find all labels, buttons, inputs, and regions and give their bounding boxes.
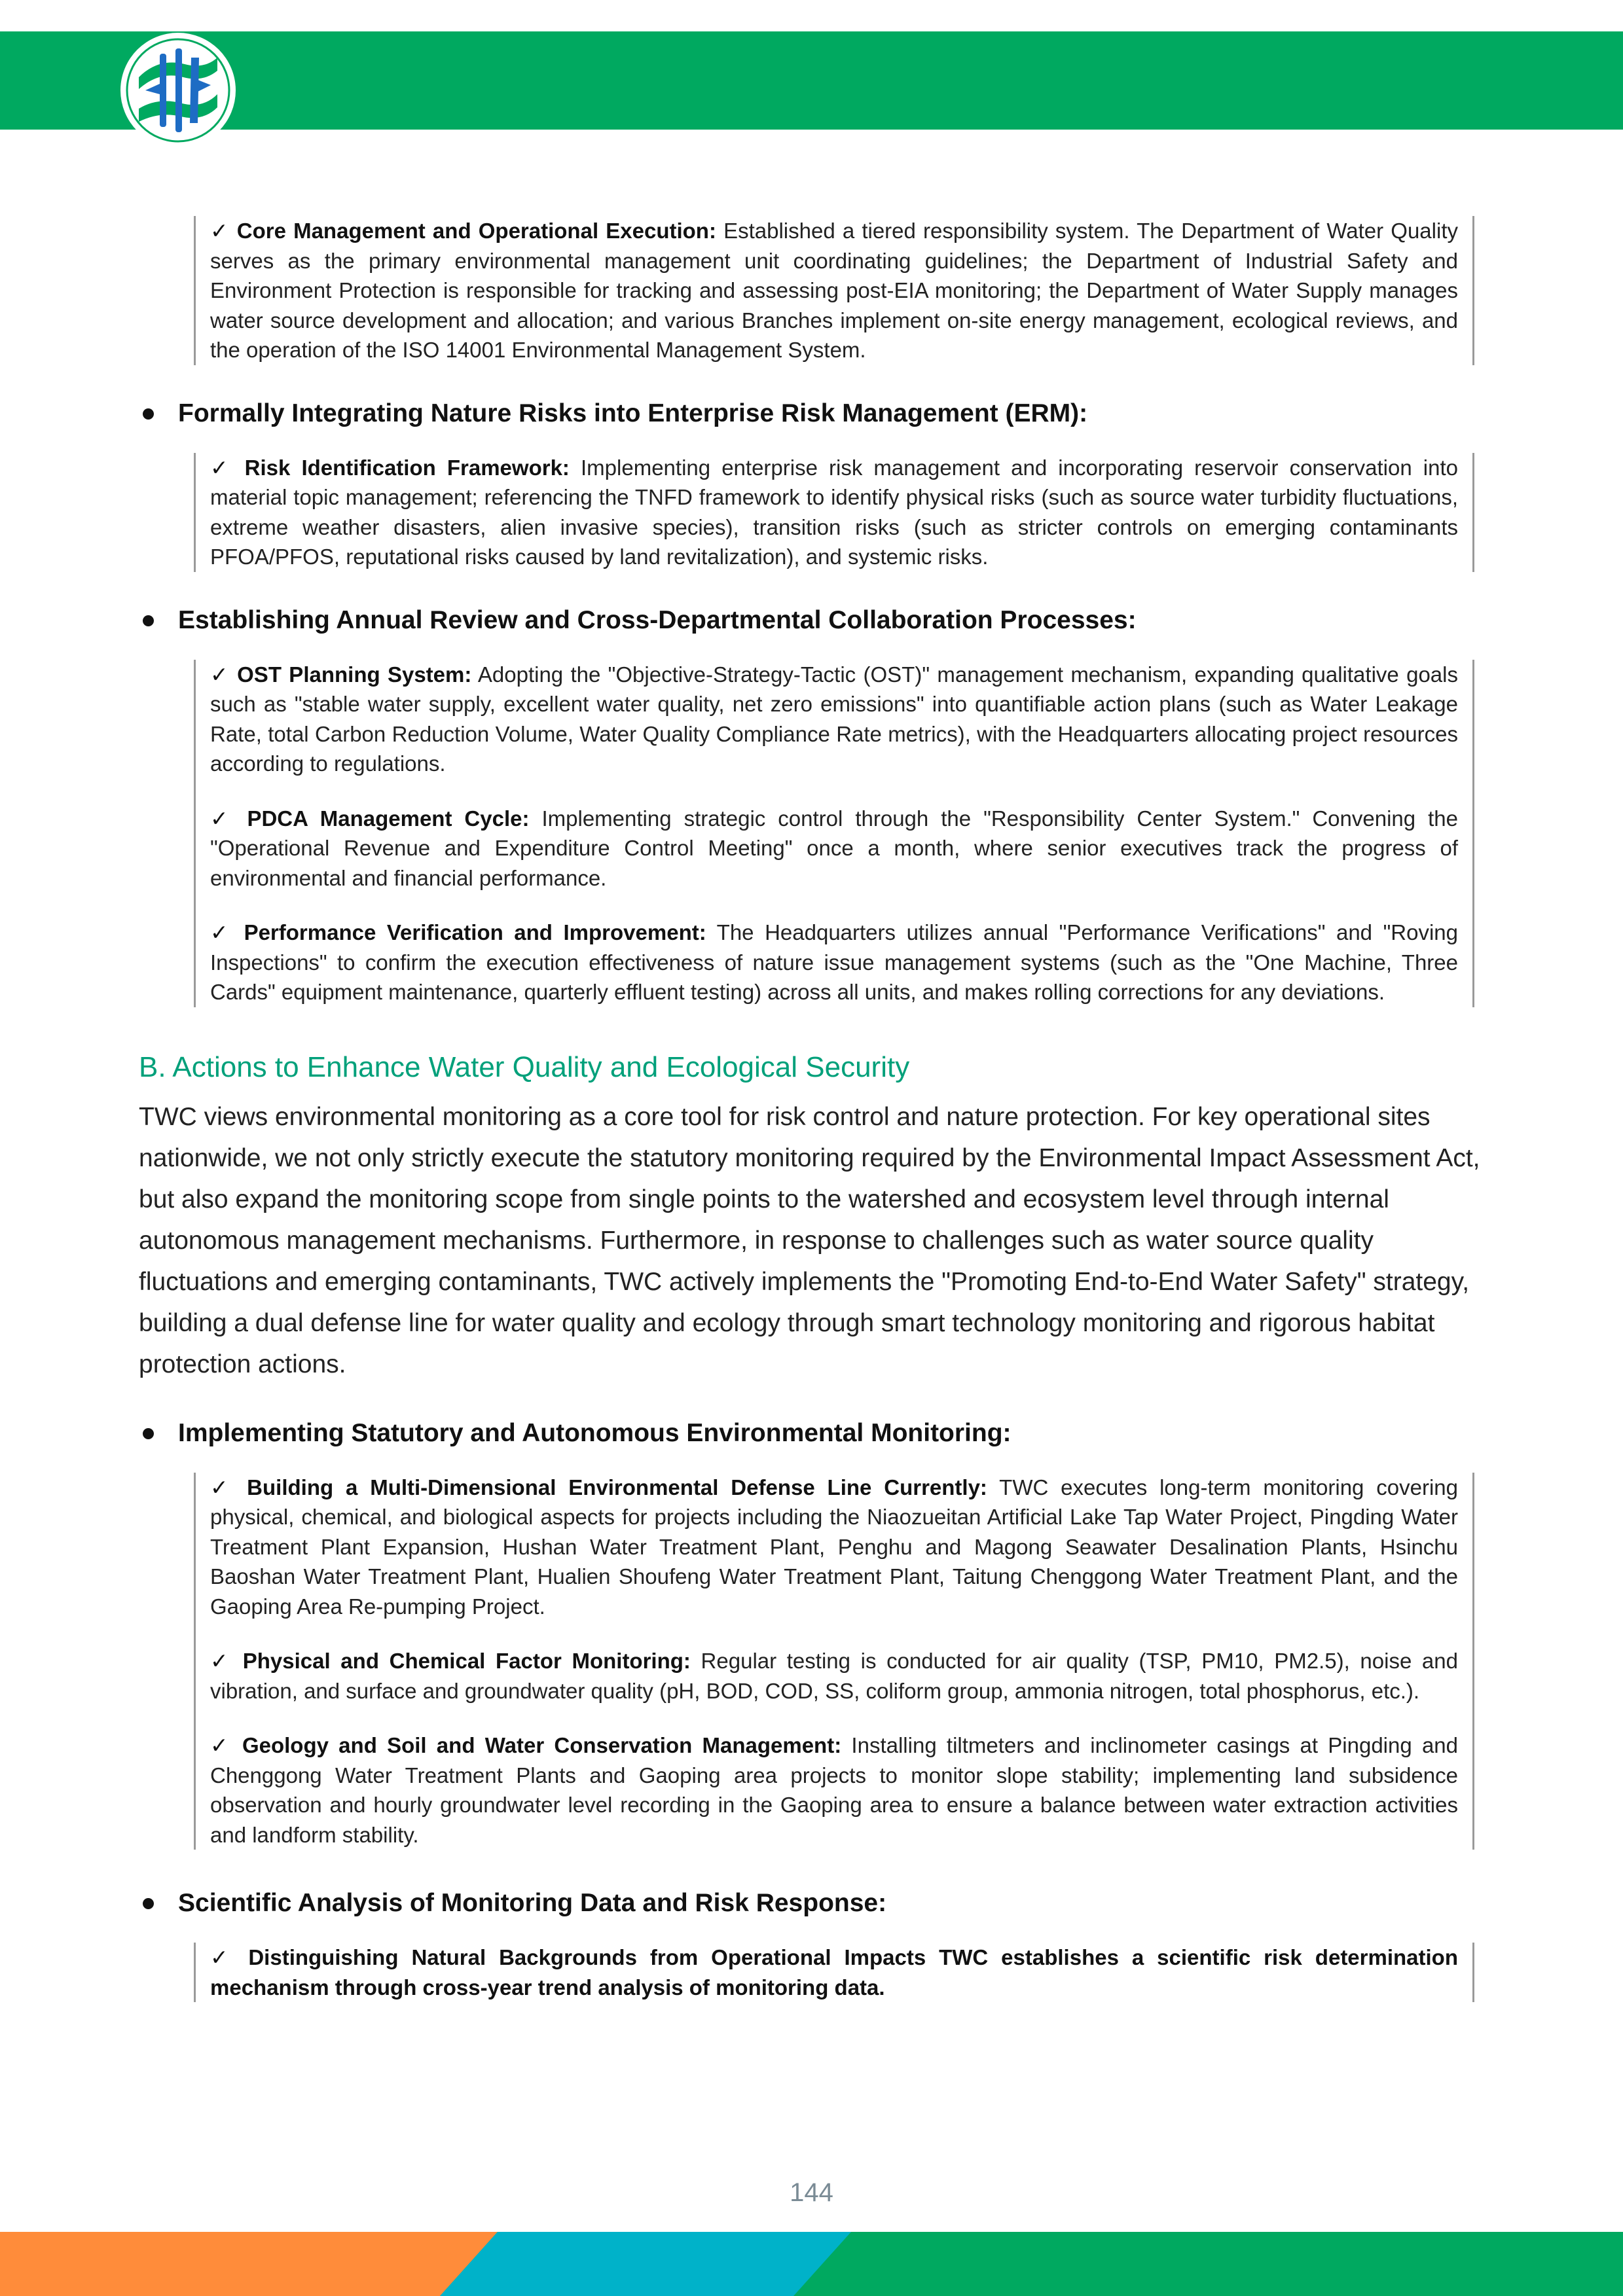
item-physical-chemical: ✓ Physical and Chemical Factor Monitoring: Regular testing is conducted for air quality (TSP, PM10, PM2.5), noise and vibration, and surface and groundwater quality (pH, BOD, COD, SS, coliform group, ammonia nitrogen, total phosphorus, etc.). [210,1649,1458,1703]
bullet-dot [143,1898,154,1909]
footer-band [0,2232,1623,2296]
bullet-erm: Formally Integrating Nature Risks into Enterprise Risk Management (ERM): [139,397,1487,431]
section-b-intro: TWC views environmental monitoring as a core tool for risk control and nature protection. For key operational sites nationwide, we not only strictly execute the statutory monitoring required by the Environmental Impact Assessment Act, but also expand the monitoring scope from single points to the watershed and ecosystem level through internal autonomous management mechanisms. Furthermore, in response to challenges such as water source quality fluctuations and emerging contaminants, TWC actively implements the "Promoting End-to-End Water Safety" strategy, building a dual defense line for water quality and ecology through smart technology monitoring and rigorous habitat protection actions. [139,1102,1480,1378]
bullet-dot [143,1428,154,1439]
analysis-box [194,1943,1474,2002]
governance-box-review [194,660,1474,1007]
header-band [0,31,1623,130]
item-defense-line: ✓ Building a Multi-Dimensional Environmental Defense Line Currently: TWC executes long-term monitoring covering physical, chemical, and biological aspects for projects including the Niaozueitan Artificial Lake Tap Water Project, Pingding Water Treatment Plant Expansion, Hushan Water Treatment Plant, Penghu and Magong Seawater Desalination Plants, Hsinchu Baoshan Water Treatment Plant, Hualien Shoufeng Water Treatment Plant, Taitung Chenggong Water Treatment Plant, and the Gaoping Area Re-pumping Project. [210,1475,1458,1619]
item-ost-planning: ✓ OST Planning System: Adopting the "Objective-Strategy-Tactic (OST)" management mechanism, expanding qualitative goals such as "stable water supply, excellent water quality, net zero emissions" into quantifiable action plans (such as Water Leakage Rate, total Carbon Reduction Volume, Water Quality Compliance Rate metrics), with the Headquarters allocating project resources according to regulations. [210,662,1458,776]
bullet-annual-review: Establishing Annual Review and Cross-Departmental Collaboration Processes: [139,603,1487,637]
bullet-analysis: Scientific Analysis of Monitoring Data and Risk Response: [139,1886,1487,1920]
item-performance-verification: ✓ Performance Verification and Improvement: The Headquarters utilizes annual "Performance Verifications" and "Roving Inspections" to confirm the execution effectiveness of nature issue management systems (such as the "One Machine, Three Cards" equipment maintenance, quarterly effluent testing) across all units, and makes rolling corrections for any deviations. [210,920,1458,1004]
governance-box-risk [194,453,1474,572]
item-natural-backgrounds: ✓ Distinguishing Natural Backgrounds from Operational Impacts TWC establishes a scientific risk determination mechanism through cross-year trend analysis of monitoring data. [210,1945,1458,2000]
item-pdca-cycle: ✓ PDCA Management Cycle: Implementing strategic control through the "Responsibility Center System." Convening the "Operational Revenue and Expenditure Control Meeting" once a month, where senior executives track the progress of environmental and financial performance. [210,806,1458,890]
bullet-monitoring: Implementing Statutory and Autonomous Environmental Monitoring: [139,1416,1487,1450]
item-geology-soil: ✓ Geology and Soil and Water Conservation Management: Installing tiltmeters and inclinometer casings at Pingding and Chenggong Water Treatment Plants and Gaoping area projects to monitor slope stability; implementing land subsidence observation and hourly groundwater level recording in the Gaoping area to ensure a balance between water extraction activities and landform stability. [210,1733,1458,1847]
monitoring-box [194,1473,1474,1850]
bullet-dot [143,615,154,626]
page-content [139,216,1487,2002]
item-core-management: ✓ Core Management and Operational Execution: Established a tiered responsibility system. The Department of Water Quality serves as the primary environmental management unit coordinating guidelines; the Department of Industrial Safety and Environment Protection is responsible for tracking and assessing post-EIA monitoring; the Department of Water Supply manages water source development and allocation; and various Branches implement on-site energy management, ecological reviews, and the operation of the ISO 14001 Environmental Management System. [210,219,1458,362]
bullet-dot [143,408,154,420]
item-risk-identification: ✓ Risk Identification Framework: Implementing enterprise risk management and incorporating reservoir conservation into material topic management; referencing the TNFD framework to identify physical risks (such as source water turbidity fluctuations, extreme weather disasters, alien invasive species), transition risks (such as stricter controls on emerging contaminants PFOA/PFOS, reputational risks caused by land revitalization), and systemic risks. [210,455,1458,569]
page-number: 144 [790,2178,833,2207]
governance-box-core [194,216,1474,365]
twc-logo-icon [119,31,237,149]
section-b-title: B. Actions to Enhance Water Quality and Ecological Security [139,1050,910,1083]
